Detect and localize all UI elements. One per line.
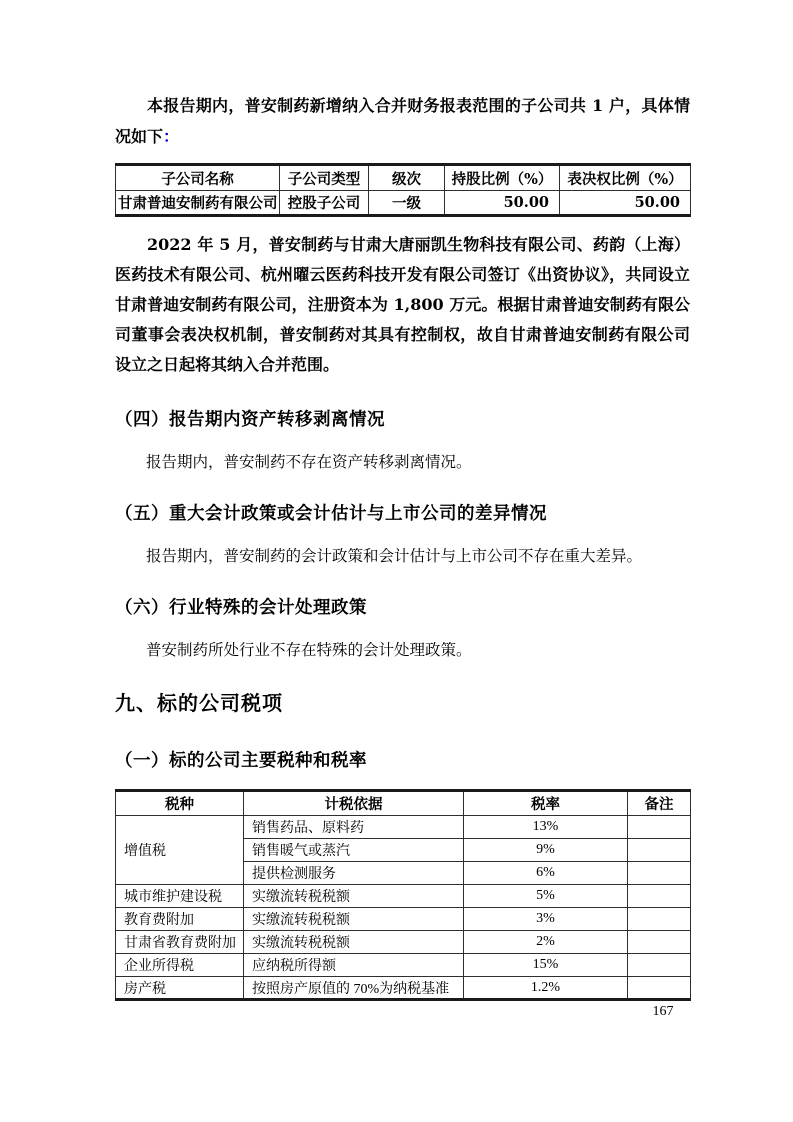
cell-tax-rate: 2% bbox=[464, 931, 628, 954]
establishment-paragraph: 2022 年 5 月，普安制药与甘肃大唐丽凯生物科技有限公司、药韵（上海）医药技术有限公司、杭州曜云医药科技开发有限公司签订《出资协议》，共同设立甘肃普迪安制药有限公司，注册资本为 1,800 万元。根据甘肃普迪安制药有限公司董事会表决权机制，普安制药对其具有控制权，故自甘肃普迪安制药有限公司设立之日起将其纳入合并范围。 bbox=[115, 235, 690, 374]
table-row bbox=[116, 908, 691, 931]
table-row bbox=[116, 885, 691, 908]
intro-colon: ： bbox=[163, 127, 180, 146]
column-header-vote-ratio: 表决权比例（%） bbox=[560, 165, 691, 191]
cell-tax-basis: 实缴流转税税额 bbox=[244, 931, 464, 954]
cell-tax-rate: 3% bbox=[464, 908, 628, 931]
cell-tax-type: 甘肃省教育费附加 bbox=[116, 931, 244, 954]
cell-note bbox=[628, 839, 691, 862]
cell-vote-ratio: 50.00 bbox=[560, 191, 691, 216]
cell-tax-basis: 按照房产原值的 70%为纳税基准 bbox=[244, 977, 464, 1000]
column-header-level: 级次 bbox=[369, 165, 445, 191]
subsidiary-table-header-row bbox=[116, 165, 691, 191]
section-heading-6: （六）行业特殊的会计处理政策 bbox=[115, 597, 367, 617]
cell-tax-rate: 6% bbox=[464, 862, 628, 885]
cell-tax-type: 企业所得税 bbox=[116, 954, 244, 977]
cell-tax-basis: 销售药品、原料药 bbox=[244, 816, 464, 839]
section-heading-5: （五）重大会计政策或会计估计与上市公司的差异情况 bbox=[115, 503, 547, 523]
cell-tax-rate: 13% bbox=[464, 816, 628, 839]
cell-note bbox=[628, 954, 691, 977]
cell-tax-basis: 应纳税所得额 bbox=[244, 954, 464, 977]
cell-tax-type-vat: 增值税 bbox=[116, 816, 244, 885]
tax-table bbox=[115, 789, 691, 1001]
cell-tax-basis: 销售暖气或蒸汽 bbox=[244, 839, 464, 862]
subsidiary-table bbox=[115, 163, 691, 217]
section-body-6: 普安制药所处行业不存在特殊的会计处理政策。 bbox=[146, 642, 472, 659]
column-header-subsidiary-type: 子公司类型 bbox=[280, 165, 369, 191]
intro-text: 本报告期内，普安制药新增纳入合并财务报表范围的子公司共 1 户，具体情况如下 bbox=[115, 96, 690, 146]
intro-paragraph bbox=[115, 90, 690, 152]
section-heading-4: （四）报告期内资产转移剥离情况 bbox=[115, 409, 385, 429]
table-row bbox=[116, 954, 691, 977]
cell-tax-rate: 9% bbox=[464, 839, 628, 862]
column-header-subsidiary-name: 子公司名称 bbox=[116, 165, 280, 191]
subsection-heading-tax-types: （一）标的公司主要税种和税率 bbox=[115, 750, 367, 770]
cell-tax-type: 房产税 bbox=[116, 977, 244, 1000]
cell-note bbox=[628, 931, 691, 954]
column-header-tax-rate: 税率 bbox=[464, 791, 628, 816]
cell-share-ratio: 50.00 bbox=[445, 191, 560, 216]
cell-note bbox=[628, 862, 691, 885]
cell-tax-rate: 15% bbox=[464, 954, 628, 977]
table-row bbox=[116, 977, 691, 1000]
section-body-5: 报告期内，普安制药的会计政策和会计估计与上市公司不存在重大差异。 bbox=[146, 548, 643, 565]
cell-tax-rate: 1.2% bbox=[464, 977, 628, 1000]
page-number: 167 bbox=[652, 1004, 674, 1019]
cell-note bbox=[628, 977, 691, 1000]
table-row bbox=[116, 191, 691, 216]
table-row bbox=[116, 931, 691, 954]
cell-note bbox=[628, 816, 691, 839]
column-header-note: 备注 bbox=[628, 791, 691, 816]
cell-note bbox=[628, 908, 691, 931]
cell-level: 一级 bbox=[369, 191, 445, 216]
cell-tax-rate: 5% bbox=[464, 885, 628, 908]
cell-tax-type: 城市维护建设税 bbox=[116, 885, 244, 908]
cell-tax-basis: 实缴流转税税额 bbox=[244, 885, 464, 908]
table-row bbox=[116, 816, 691, 839]
cell-subsidiary-type: 控股子公司 bbox=[280, 191, 369, 216]
cell-subsidiary-name: 甘肃普迪安制药有限公司 bbox=[116, 191, 280, 216]
cell-tax-type: 教育费附加 bbox=[116, 908, 244, 931]
tax-table-header-row bbox=[116, 791, 691, 816]
section-body-4: 报告期内，普安制药不存在资产转移剥离情况。 bbox=[146, 454, 472, 471]
cell-note bbox=[628, 885, 691, 908]
page-content bbox=[115, 0, 690, 1001]
cell-tax-basis: 实缴流转税税额 bbox=[244, 908, 464, 931]
column-header-share-ratio: 持股比例（%） bbox=[445, 165, 560, 191]
cell-tax-basis: 提供检测服务 bbox=[244, 862, 464, 885]
column-header-tax-basis: 计税依据 bbox=[244, 791, 464, 816]
chapter-heading-taxes: 九、标的公司税项 bbox=[115, 693, 283, 715]
column-header-tax-type: 税种 bbox=[116, 791, 244, 816]
